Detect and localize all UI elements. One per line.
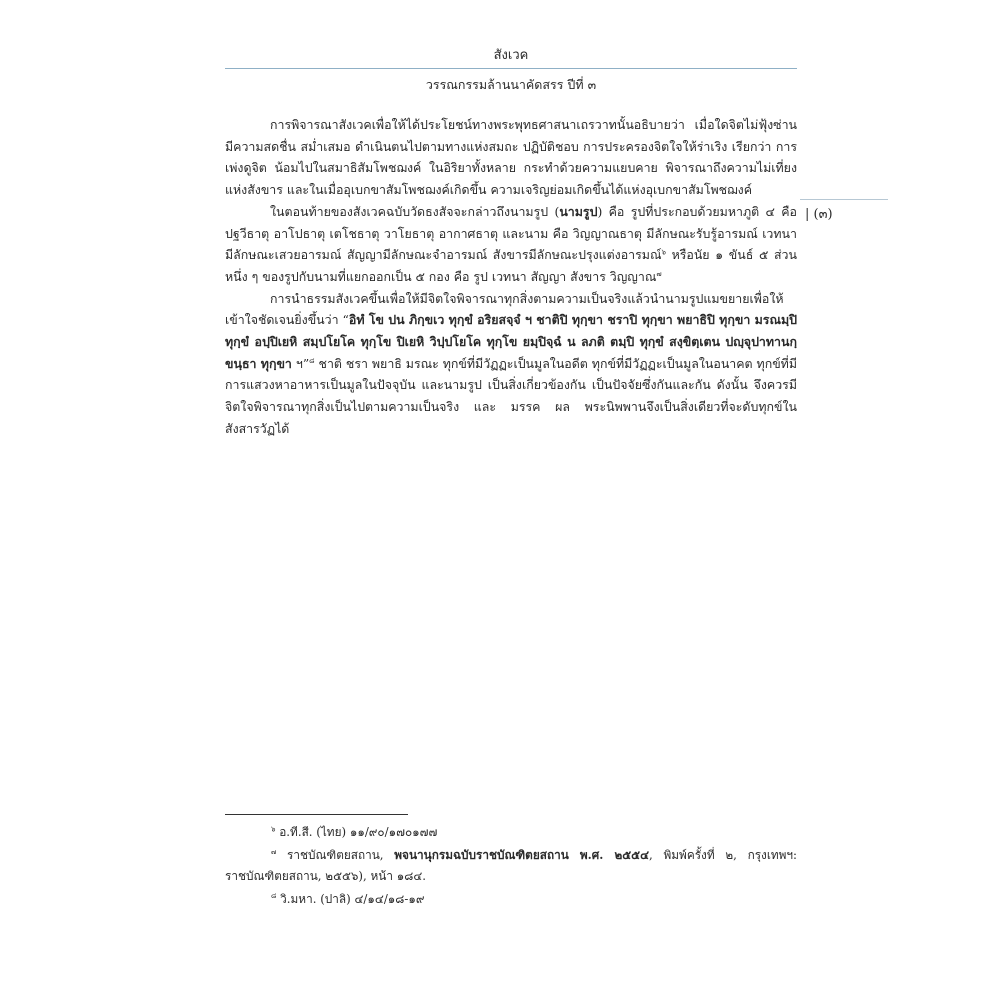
footnotes: [225, 822, 797, 912]
paragraph-2: [225, 201, 797, 288]
footnote-6-text: อ.ที.สี. (ไทย) ๑๑/๙๐/๑๗๐๑๗๗: [275, 825, 438, 839]
footnote-6: [225, 822, 797, 843]
paragraph-2-text-b: ) คือ รูปที่ประกอบด้วยมหาภูติ ๔ คือ ปฐวีธาตุ อาโปธาตุ เตโชธาตุ วาโยธาตุ อากาศธาตุ และนาม คือ วิญญาณธาตุ มีลักษณะรับรู้อารมณ์ เวทนามีลักษณะเสวยอารมณ์ สัญญามีลักษณะจำอารมณ์ สังขารมีลักษณะปรุงแต่งอารมณ์: [225, 203, 797, 263]
footnote-ref-8[interactable]: ๘: [309, 356, 315, 365]
paragraph-2-text-a: ในตอนท้ายของสังเวคฉบับวัดธงสัจจะกล่าวถึงนามรูป (: [270, 203, 560, 219]
running-header-title: สังเวค: [493, 48, 529, 63]
paragraph-1: [225, 114, 797, 201]
footnote-7: [225, 845, 797, 887]
paragraph-3-text-c: ชาติ ชรา พยาธิ มรณะ ทุกข์ที่มีวัฏฏะเป็นมูลในอดีต ทุกข์ที่มีวัฏฏะเป็นมูลในอนาคต ทุกข์ที่มีการแสวงหาอาหารเป็นมูลในปัจจุบัน และนามรูป เป็นสิ่งเกี่ยวข้องกัน เป็นปัจจัยซึ่งกันและกัน ดังนั้น จึงควรมีจิตใจพิจารณาทุกสิ่งเป็นไปตามความเป็นจริง และ มรรค ผล พระนิพพานจึงเป็นสิ่งเดียวที่จะดับทุกข์ในสังสารวัฏได้: [225, 355, 798, 436]
body-text: [225, 114, 797, 440]
footnote-divider: [225, 814, 408, 815]
footnote-ref-7[interactable]: ๗: [656, 269, 662, 278]
pali-quotation: อิทํ โข ปน ภิกฺขเว ทุกฺขํ อริยสจฺจํ ฯ ชาติปิ ทุกฺขา ชราปิ ทุกฺขา พยาธิปิ ทุกฺขา มรณมฺปิ ทุกฺขํ อปฺปิเยหิ สมฺปโยโค ทุกฺโข ปิเยหิ วิปฺปโยโค ทุกฺโข ยมฺปิจฺฉํ น ลภติ ตมฺปิ ทุกฺขํ สงฺขิตฺเตน ปญฺจุปาทานกฺขนฺธา ทุกฺขา: [225, 312, 797, 371]
footnote-7-mark: ๗: [271, 848, 277, 856]
header-divider: [225, 68, 797, 69]
footnote-7-text-b: , พิมพ์ครั้งที่ ๒, กรุงเทพฯ: ราชบัณฑิตยสถาน, ๒๕๕๖), หน้า ๑๘๔.: [225, 848, 798, 883]
footnote-8-mark: ๘: [271, 892, 277, 900]
footnote-6-mark: ๖: [271, 825, 276, 833]
footnote-8: [225, 889, 797, 910]
paragraph-3: [225, 288, 797, 440]
footnote-7-text-a: ราชบัณฑิตยสถาน,: [276, 848, 395, 862]
paragraph-2-text-c: หรือนัย ๑ ขันธ์ ๕ ส่วนหนึ่ง ๆ ของรูปกับนามที่แยกออกเป็น ๕ กอง คือ รูป เวทนา สัญญา สังขาร วิญญาณ: [225, 247, 797, 284]
paragraph-1-text: การพิจารณาสังเวคเพื่อให้ได้ประโยชน์ทางพระพุทธศาสนาเถรวาทนั้นอธิบายว่า เมื่อใดจิตไม่ฟุ้งซ่าน มีความสดชื่น สม่ำเสมอ ดำเนินตนไปตามทางแห่งสมถะ ปฏิบัติชอบ การประครองจิตใจให้ร่าเริง เรียกว่า การเพ่งดูจิต น้อมไปในสมาธิสัมโพชฌงค์ ในอิริยาทั้งหลาย กระทำด้วยความแยบคาย พิจารณาถึงความไม่เที่ยงแห่งสังขาร และในเมื่ออุเบกขาสัมโพชฌงค์เกิดขึ้น ความเจริญย่อมเกิดขึ้นได้แห่งอุเบกขาสัมโพชฌงค์: [225, 117, 797, 198]
page-number-marker: | (๓): [805, 207, 833, 222]
footnote-ref-6[interactable]: ๖: [661, 248, 666, 257]
footnote-8-text: วิ.มหา. (ปาลิ) ๔/๑๔/๑๘-๑๙: [276, 892, 425, 906]
paragraph-2-term: นามรูป: [559, 203, 598, 219]
paragraph-3-text-a: การนำธรรมสังเวคขึ้นเพื่อให้มีจิตใจพิจารณาทุกสิ่งตามความเป็นจริงแล้วนำนามรูปแมขยายเพื่อให้เข้าใจชัดเจนยิ่งขึ้นว่า “: [225, 290, 784, 328]
paragraph-3-text-b: ฯ”: [291, 355, 310, 371]
footnote-7-title: พจนานุกรมฉบับราชบัณฑิตยสถาน พ.ศ. ๒๕๕๔: [394, 848, 650, 862]
running-header-subtitle: วรรณกรรมล้านนาคัดสรร ปีที่ ๓: [425, 77, 597, 92]
